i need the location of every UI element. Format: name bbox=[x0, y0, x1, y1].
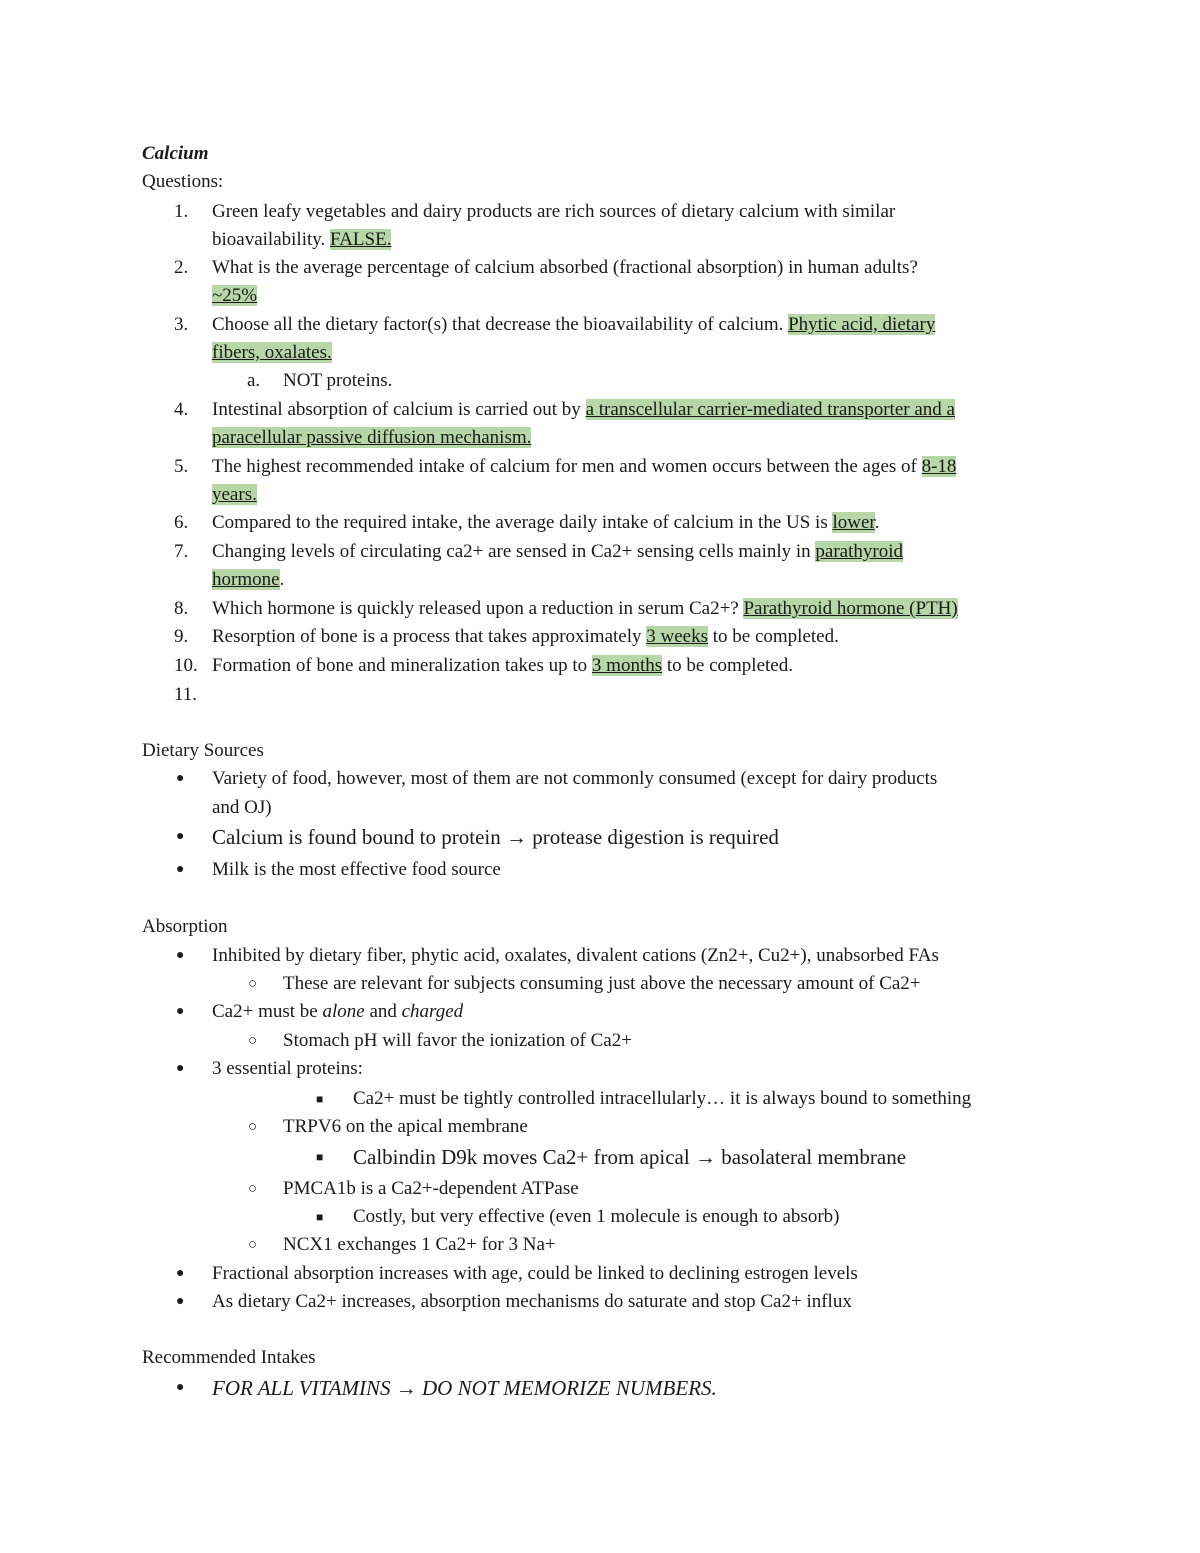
section-heading-absorption: Absorption bbox=[142, 916, 228, 937]
answer-highlight: parathyroid bbox=[815, 541, 903, 562]
question-number: 6. bbox=[174, 512, 189, 533]
question-number: 11. bbox=[174, 684, 198, 705]
question-line bbox=[212, 424, 531, 452]
italic-span: charged bbox=[401, 1001, 464, 1022]
bullet-icon: ● bbox=[176, 1061, 185, 1076]
list-item: Costly, but very effective (even 1 molecule is enough to absorb) bbox=[353, 1206, 840, 1227]
italic-span: alone bbox=[322, 1001, 365, 1022]
list-item: Inhibited by dietary fiber, phytic acid, oxalates, divalent cations (Zn2+, Cu2+), unabsorbed FAs bbox=[212, 945, 939, 966]
list-item: Ca2+ must be tightly controlled intracellularly… it is always bound to something bbox=[353, 1088, 972, 1109]
answer-highlight: fibers, oxalates. bbox=[212, 342, 332, 363]
list-item bbox=[212, 998, 463, 1026]
question-line bbox=[212, 652, 793, 680]
question-text: Resorption of bone is a process that takes approximately bbox=[212, 626, 647, 647]
doc-title: Calcium bbox=[142, 143, 209, 164]
question-number: 5. bbox=[174, 456, 189, 477]
text-span: Ca2+ must be bbox=[212, 1001, 323, 1022]
section-heading-recommended: Recommended Intakes bbox=[142, 1347, 316, 1368]
question-number: 8. bbox=[174, 598, 189, 619]
question-text: Changing levels of circulating ca2+ are sensed in Ca2+ sensing cells mainly in bbox=[212, 541, 816, 562]
answer-highlight: paracellular passive diffusion mechanism. bbox=[212, 427, 532, 448]
answer-highlight: hormone bbox=[212, 569, 280, 590]
bullet-icon: ● bbox=[176, 771, 185, 786]
question-line bbox=[212, 481, 257, 509]
questions-heading: Questions: bbox=[142, 171, 224, 192]
bullet-icon: ● bbox=[176, 1004, 185, 1019]
question-line bbox=[212, 595, 958, 623]
list-item: These are relevant for subjects consuming just above the necessary amount of Ca2+ bbox=[283, 973, 921, 994]
question-line bbox=[212, 453, 956, 481]
question-text: . bbox=[279, 569, 285, 590]
question-text: Formation of bone and mineralization takes up to bbox=[212, 655, 592, 676]
question-line bbox=[212, 311, 935, 339]
circle-bullet-icon: ○ bbox=[248, 1033, 258, 1049]
list-item: and OJ) bbox=[212, 797, 272, 818]
question-number: 1. bbox=[174, 201, 189, 222]
list-item: Fractional absorption increases with age, could be linked to declining estrogen levels bbox=[212, 1263, 858, 1284]
bullet-icon: ● bbox=[176, 862, 185, 877]
question-text: What is the average percentage of calcium absorbed (fractional absorption) in human adults? bbox=[212, 257, 918, 278]
question-text: . bbox=[874, 512, 880, 533]
question-number: 10. bbox=[174, 655, 198, 676]
sub-letter: a. bbox=[247, 370, 261, 391]
question-line bbox=[212, 509, 879, 537]
circle-bullet-icon: ○ bbox=[248, 976, 258, 992]
list-item: Calcium is found bound to protein → protease digestion is required bbox=[212, 825, 779, 849]
answer-highlight: Phytic acid, dietary bbox=[788, 314, 936, 335]
bullet-icon: ● bbox=[176, 1266, 185, 1281]
question-number: 3. bbox=[174, 314, 189, 335]
list-item: TRPV6 on the apical membrane bbox=[283, 1116, 528, 1137]
list-item: Variety of food, however, most of them are not commonly consumed (except for dairy products bbox=[212, 768, 938, 789]
section-heading-dietary: Dietary Sources bbox=[142, 740, 264, 761]
answer-highlight: a transcellular carrier-mediated transporter and a bbox=[585, 399, 955, 420]
answer-highlight: FALSE. bbox=[330, 229, 392, 250]
question-text: The highest recommended intake of calcium for men and women occurs between the ages of bbox=[212, 456, 922, 477]
answer-highlight: years. bbox=[212, 484, 257, 505]
square-bullet-icon: ■ bbox=[316, 1210, 324, 1224]
answer-highlight: 3 months bbox=[591, 655, 663, 676]
question-text: Green leafy vegetables and dairy products are rich sources of dietary calcium with similar bbox=[212, 201, 896, 222]
question-text: bioavailability. bbox=[212, 229, 331, 250]
circle-bullet-icon: ○ bbox=[248, 1237, 258, 1253]
text-span: and bbox=[364, 1001, 402, 1022]
question-line bbox=[212, 566, 284, 594]
question-number: 7. bbox=[174, 541, 189, 562]
question-text: to be completed. bbox=[662, 655, 793, 676]
answer-highlight: ~25% bbox=[212, 285, 258, 306]
question-line bbox=[212, 339, 332, 367]
question-line bbox=[212, 396, 955, 424]
square-bullet-icon: ■ bbox=[316, 1150, 324, 1164]
list-item: As dietary Ca2+ increases, absorption mechanisms do saturate and stop Ca2+ influx bbox=[212, 1291, 852, 1312]
answer-highlight: 8-18 bbox=[921, 456, 957, 477]
question-number: 4. bbox=[174, 399, 189, 420]
bullet-icon: ● bbox=[176, 1294, 185, 1309]
square-bullet-icon: ■ bbox=[316, 1092, 324, 1106]
list-item: Calbindin D9k moves Ca2+ from apical → basolateral membrane bbox=[353, 1145, 907, 1169]
circle-bullet-icon: ○ bbox=[248, 1119, 258, 1135]
circle-bullet-icon: ○ bbox=[248, 1181, 258, 1197]
question-line bbox=[212, 623, 839, 651]
bullet-icon: ● bbox=[176, 1380, 185, 1395]
question-number: 2. bbox=[174, 257, 189, 278]
list-item: Stomach pH will favor the ionization of Ca2+ bbox=[283, 1030, 632, 1051]
question-text: Which hormone is quickly released upon a reduction in serum Ca2+? bbox=[212, 598, 744, 619]
question-number: 9. bbox=[174, 626, 189, 647]
question-line bbox=[212, 538, 903, 566]
question-line bbox=[212, 226, 391, 254]
list-item: 3 essential proteins: bbox=[212, 1058, 363, 1079]
list-item: FOR ALL VITAMINS → DO NOT MEMORIZE NUMBERS. bbox=[212, 1376, 717, 1400]
question-text: Intestinal absorption of calcium is carried out by bbox=[212, 399, 586, 420]
bullet-icon: ● bbox=[176, 829, 185, 844]
answer-highlight: 3 weeks bbox=[646, 626, 708, 647]
answer-highlight: Parathyroid hormone (PTH) bbox=[743, 598, 958, 619]
question-text: Choose all the dietary factor(s) that decrease the bioavailability of calcium. bbox=[212, 314, 789, 335]
question-line bbox=[212, 282, 257, 310]
list-item: Milk is the most effective food source bbox=[212, 859, 501, 880]
sub-text: NOT proteins. bbox=[283, 370, 393, 391]
list-item: NCX1 exchanges 1 Ca2+ for 3 Na+ bbox=[283, 1234, 556, 1255]
bullet-icon: ● bbox=[176, 948, 185, 963]
question-text: to be completed. bbox=[708, 626, 839, 647]
list-item: PMCA1b is a Ca2+-dependent ATPase bbox=[283, 1178, 579, 1199]
question-text: Compared to the required intake, the average daily intake of calcium in the US is bbox=[212, 512, 833, 533]
answer-highlight: lower bbox=[832, 512, 875, 533]
